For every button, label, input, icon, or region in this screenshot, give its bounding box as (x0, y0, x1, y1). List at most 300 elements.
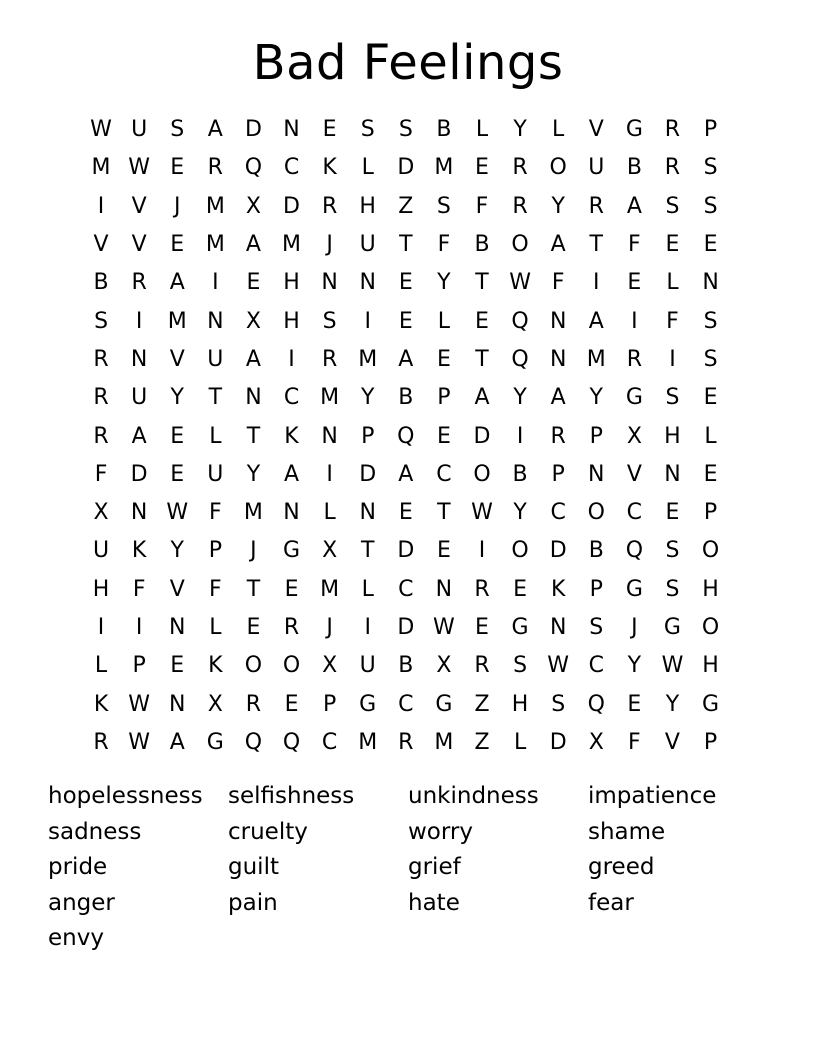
grid-letter: Y (437, 270, 451, 296)
grid-letter: F (666, 308, 679, 334)
grid-letter: I (364, 615, 371, 640)
grid-letter: D (359, 461, 377, 487)
grid-letter: R (131, 270, 147, 296)
grid-letter: M (282, 232, 301, 258)
grid-letter: Q (587, 691, 605, 717)
grid-letter: R (245, 691, 262, 717)
grid-letter: T (475, 346, 489, 372)
grid-letter: L (323, 500, 336, 526)
grid-letter: V (169, 576, 185, 602)
grid-letter: P (322, 691, 337, 717)
grid-letter: Y (551, 193, 565, 219)
grid-row (82, 571, 732, 609)
grid-letter: H (702, 576, 719, 602)
grid-letter: E (170, 423, 185, 449)
grid-letter: O (701, 615, 720, 640)
grid-letter: R (93, 729, 109, 755)
grid-row (82, 111, 732, 149)
grid-letter: U (131, 385, 148, 411)
grid-letter: A (283, 461, 300, 487)
grid-letter: K (208, 653, 223, 679)
grid-letter: E (665, 500, 680, 526)
grid-letter: Y (360, 385, 375, 411)
grid-letter: H (702, 653, 719, 679)
grid-letter: N (549, 346, 567, 372)
grid-letter: Y (589, 385, 603, 411)
grid-letter: Q (511, 308, 529, 334)
grid-letter: V (664, 729, 680, 755)
word-list-item: pain (228, 889, 278, 916)
grid-letter: E (284, 576, 299, 602)
grid-letter: P (361, 423, 375, 449)
grid-letter: L (94, 653, 108, 679)
grid-letter: S (322, 308, 337, 334)
grid-letter: S (360, 117, 375, 143)
grid-letter: I (478, 538, 486, 564)
grid-letter: W (128, 691, 151, 717)
word-list-item: impatience (588, 783, 717, 809)
grid-letter: X (245, 308, 261, 334)
grid-letter: N (435, 576, 453, 602)
grid-letter: E (170, 155, 185, 181)
grid-letter: I (288, 346, 295, 372)
grid-letter: L (552, 117, 565, 143)
grid-letter: U (359, 653, 376, 679)
word-list-item: guilt (228, 854, 279, 880)
grid-letter: T (475, 270, 489, 296)
grid-letter: P (551, 461, 565, 487)
grid-letter: P (703, 729, 718, 755)
grid-letter: B (436, 117, 452, 143)
grid-letter: J (250, 538, 257, 564)
grid-letter: N (549, 615, 567, 640)
grid-letter: D (130, 461, 148, 487)
grid-letter: J (173, 193, 181, 219)
grid-letter: C (283, 155, 300, 181)
grid-letter: A (550, 385, 566, 411)
grid-letter: L (361, 576, 374, 602)
grid-letter: G (206, 729, 224, 755)
grid-letter: M (358, 729, 378, 755)
word-list-item: cruelty (228, 818, 308, 845)
grid-letter: X (207, 691, 223, 717)
grid-letter: E (703, 232, 718, 258)
grid-letter: F (551, 270, 565, 296)
grid-letter: O (473, 461, 491, 487)
letter-grid (82, 111, 732, 762)
grid-letter: R (283, 615, 300, 640)
grid-letter: H (92, 576, 110, 602)
grid-letter: I (631, 308, 638, 334)
grid-letter: S (703, 346, 718, 372)
grid-letter: K (284, 423, 299, 449)
grid-letter: U (207, 346, 224, 372)
grid-letter: H (664, 423, 681, 449)
grid-letter: D (283, 193, 300, 219)
grid-letter: Y (665, 691, 680, 717)
grid-letter: N (169, 615, 186, 640)
grid-letter: F (209, 576, 222, 602)
grid-letter: J (326, 232, 333, 258)
grid-letter: Y (513, 385, 527, 411)
grid-letter: E (398, 308, 413, 334)
grid-letter: W (90, 117, 112, 143)
grid-letter: M (358, 346, 378, 372)
grid-row (82, 188, 732, 226)
grid-letter: Y (513, 500, 527, 526)
grid-letter: R (588, 193, 604, 219)
grid-row (82, 417, 732, 455)
grid-letter: G (282, 538, 301, 564)
grid-letter: P (437, 385, 451, 411)
grid-letter: D (549, 729, 567, 755)
grid-letter: C (321, 729, 338, 755)
grid-letter: A (245, 346, 261, 372)
grid-row (82, 494, 732, 532)
grid-letter: M (205, 232, 225, 258)
grid-letter: W (471, 500, 493, 526)
grid-letter: E (475, 308, 489, 334)
grid-letter: Z (474, 691, 490, 717)
grid-letter: S (94, 308, 109, 334)
grid-letter: N (549, 308, 567, 334)
grid-letter: U (207, 461, 224, 487)
grid-letter: Q (244, 729, 263, 755)
grid-letter: E (627, 270, 642, 296)
grid-letter: A (169, 729, 185, 755)
word-list-item: hopelessness (48, 783, 203, 809)
grid-row (82, 302, 732, 340)
grid-letter: X (626, 423, 642, 449)
grid-letter: D (397, 155, 415, 181)
grid-letter: Z (398, 193, 414, 219)
grid-letter: Y (170, 538, 184, 564)
grid-letter: K (93, 691, 109, 717)
grid-letter: L (475, 117, 489, 143)
grid-letter: A (398, 346, 414, 372)
grid-letter: L (666, 270, 679, 296)
grid-row (82, 532, 732, 570)
grid-letter: S (665, 576, 680, 602)
grid-letter: J (631, 615, 638, 640)
grid-letter: V (169, 346, 185, 372)
word-list-item: envy (48, 925, 104, 951)
grid-letter: H (511, 691, 529, 717)
grid-letter: L (209, 615, 222, 640)
grid-row (82, 456, 732, 494)
grid-letter: E (703, 461, 718, 487)
word-list-item: sadness (48, 818, 142, 845)
grid-letter: B (398, 653, 414, 679)
grid-letter: Q (625, 538, 644, 564)
grid-letter: G (625, 117, 643, 143)
grid-letter: P (703, 117, 718, 143)
grid-letter: H (359, 193, 376, 219)
grid-row (82, 341, 732, 379)
grid-letter: R (321, 346, 338, 372)
grid-letter: A (207, 117, 223, 143)
grid-letter: P (132, 653, 146, 679)
grid-letter: V (131, 232, 147, 258)
grid-letter: G (511, 615, 529, 640)
grid-letter: I (135, 615, 143, 640)
grid-letter: N (321, 423, 338, 449)
grid-letter: H (283, 270, 300, 296)
grid-letter: S (703, 193, 718, 219)
grid-letter: X (93, 500, 109, 526)
grid-letter: W (128, 729, 151, 755)
grid-letter: N (359, 500, 376, 526)
grid-letter: R (512, 193, 528, 219)
word-list-item: unkindness (408, 783, 539, 809)
grid-letter: Y (513, 117, 527, 143)
grid-letter: I (326, 461, 333, 487)
grid-letter: K (550, 576, 566, 602)
grid-letter: E (436, 423, 451, 449)
grid-letter: W (509, 270, 531, 296)
grid-letter: S (703, 155, 718, 181)
puzzle-title: Bad Feelings (252, 35, 564, 91)
grid-letter: R (93, 385, 109, 411)
grid-letter: X (322, 538, 338, 564)
grid-letter: M (434, 729, 454, 755)
grid-letter: R (664, 117, 681, 143)
grid-letter: E (246, 615, 261, 640)
grid-letter: Q (397, 423, 415, 449)
grid-letter: C (436, 461, 452, 487)
grid-letter: N (702, 270, 719, 296)
grid-letter: G (435, 691, 453, 717)
grid-letter: B (474, 232, 490, 258)
grid-letter: E (513, 576, 528, 602)
word-list-item: shame (588, 818, 666, 845)
grid-letter: N (664, 461, 681, 487)
grid-letter: L (513, 729, 527, 755)
grid-letter: N (359, 270, 376, 296)
grid-letter: G (702, 691, 720, 717)
grid-letter: O (549, 155, 567, 181)
grid-letter: B (93, 270, 109, 296)
grid-letter: S (436, 193, 451, 219)
grid-letter: E (284, 691, 299, 717)
grid-letter: X (322, 653, 338, 679)
grid-letter: L (361, 155, 374, 181)
grid-letter: O (244, 653, 263, 679)
grid-letter: Q (511, 346, 529, 372)
grid-letter: R (512, 155, 528, 181)
grid-letter: P (589, 423, 603, 449)
grid-letter: S (665, 193, 680, 219)
word-list-item: grief (408, 854, 461, 880)
grid-letter: S (665, 385, 680, 411)
grid-letter: C (588, 653, 604, 679)
grid-letter: M (320, 385, 340, 411)
grid-letter: N (169, 691, 186, 717)
word-list-item: pride (48, 854, 108, 880)
grid-letter: W (661, 653, 684, 679)
grid-letter: S (665, 538, 680, 564)
word-list-item: worry (408, 818, 474, 845)
grid-letter: N (588, 461, 605, 487)
grid-letter: N (283, 117, 300, 143)
grid-letter: C (626, 500, 643, 526)
grid-letter: T (399, 232, 413, 258)
grid-letter: S (398, 117, 413, 143)
grid-letter: B (626, 155, 642, 181)
grid-letter: L (209, 423, 222, 449)
grid-letter: B (588, 538, 604, 564)
grid-letter: L (437, 308, 451, 334)
grid-letter: T (437, 500, 451, 526)
grid-letter: Y (246, 461, 261, 487)
grid-letter: I (593, 270, 600, 296)
grid-letter: Q (244, 155, 263, 181)
grid-letter: E (436, 538, 451, 564)
grid-letter: F (475, 193, 489, 219)
grid-letter: M (243, 500, 263, 526)
grid-row (82, 724, 732, 762)
grid-letter: A (550, 232, 566, 258)
grid-letter: G (625, 385, 643, 411)
grid-letter: M (320, 576, 340, 602)
grid-row (82, 379, 732, 417)
grid-letter: A (245, 232, 261, 258)
grid-letter: F (209, 500, 222, 526)
grid-letter: G (625, 576, 643, 602)
grid-letter: R (664, 155, 681, 181)
grid-letter: X (588, 729, 604, 755)
grid-letter: I (97, 193, 105, 219)
grid-letter: M (91, 155, 111, 181)
grid-letter: H (283, 308, 300, 334)
grid-letter: T (589, 232, 603, 258)
grid-letter: W (128, 155, 151, 181)
grid-letter: R (398, 729, 414, 755)
grid-row (82, 226, 732, 264)
grid-letter: M (434, 155, 454, 181)
grid-letter: R (626, 346, 642, 372)
grid-letter: W (547, 653, 570, 679)
grid-letter: Y (170, 385, 184, 411)
grid-letter: C (398, 691, 414, 717)
grid-letter: S (589, 615, 604, 640)
grid-letter: U (92, 538, 110, 564)
grid-letter: P (208, 538, 222, 564)
grid-letter: E (436, 346, 451, 372)
grid-letter: R (474, 576, 490, 602)
grid-letter: R (207, 155, 223, 181)
grid-letter: X (436, 653, 452, 679)
grid-letter: Z (474, 729, 490, 755)
grid-letter: Q (282, 729, 301, 755)
grid-letter: E (627, 691, 642, 717)
grid-letter: A (626, 193, 642, 219)
grid-letter: M (205, 193, 225, 219)
grid-row (82, 264, 732, 302)
grid-letter: I (212, 270, 219, 296)
grid-letter: S (551, 691, 566, 717)
word-list-item: anger (48, 889, 115, 916)
grid-letter: M (586, 346, 606, 372)
grid-letter: O (511, 232, 529, 258)
grid-letter: D (397, 615, 415, 640)
grid-letter: O (282, 653, 301, 679)
grid-letter: A (474, 385, 490, 411)
grid-letter: N (207, 308, 224, 334)
grid-letter: A (398, 461, 414, 487)
grid-letter: A (169, 270, 185, 296)
grid-letter: D (244, 117, 262, 143)
grid-letter: I (669, 346, 676, 372)
grid-letter: R (93, 423, 109, 449)
grid-letter: G (663, 615, 681, 640)
word-list-item: greed (588, 854, 655, 880)
grid-row (82, 149, 732, 187)
grid-letter: C (283, 385, 300, 411)
grid-letter: B (398, 385, 414, 411)
word-list-item: selfishness (228, 783, 355, 809)
grid-letter: B (512, 461, 528, 487)
grid-letter: J (326, 615, 333, 640)
word-list (48, 779, 768, 957)
grid-letter: O (511, 538, 529, 564)
grid-letter: R (550, 423, 566, 449)
grid-letter: U (131, 117, 148, 143)
grid-letter: L (704, 423, 717, 449)
word-list-item: hate (408, 889, 460, 916)
grid-letter: N (245, 385, 262, 411)
grid-letter: C (398, 576, 414, 602)
grid-letter: I (364, 308, 371, 334)
grid-letter: I (516, 423, 524, 449)
grid-letter: E (703, 385, 718, 411)
grid-letter: A (588, 308, 604, 334)
grid-letter: E (246, 270, 261, 296)
grid-letter: N (130, 346, 148, 372)
grid-letter: R (93, 346, 109, 372)
grid-letter: E (398, 270, 413, 296)
grid-letter: R (474, 653, 490, 679)
grid-letter: X (245, 193, 261, 219)
grid-letter: I (135, 308, 143, 334)
grid-letter: M (167, 308, 187, 334)
grid-letter: P (703, 500, 718, 526)
grid-letter: S (170, 117, 185, 143)
grid-letter: F (94, 461, 108, 487)
grid-letter: W (166, 500, 189, 526)
grid-letter: F (628, 232, 641, 258)
grid-letter: E (475, 155, 489, 181)
grid-letter: T (360, 538, 375, 564)
grid-letter: D (397, 538, 415, 564)
grid-letter: G (359, 691, 377, 717)
grid-letter: E (170, 461, 185, 487)
grid-row (82, 647, 732, 685)
word-list-item: fear (588, 889, 634, 916)
grid-letter: A (131, 423, 147, 449)
grid-letter: F (437, 232, 451, 258)
grid-letter: N (321, 270, 338, 296)
grid-letter: D (473, 423, 491, 449)
grid-letter: K (322, 155, 337, 181)
grid-letter: D (549, 538, 567, 564)
grid-letter: F (628, 729, 641, 755)
grid-letter: W (433, 615, 455, 640)
grid-letter: T (246, 576, 261, 602)
grid-letter: E (665, 232, 680, 258)
grid-letter: I (97, 615, 105, 640)
grid-letter: E (170, 653, 185, 679)
